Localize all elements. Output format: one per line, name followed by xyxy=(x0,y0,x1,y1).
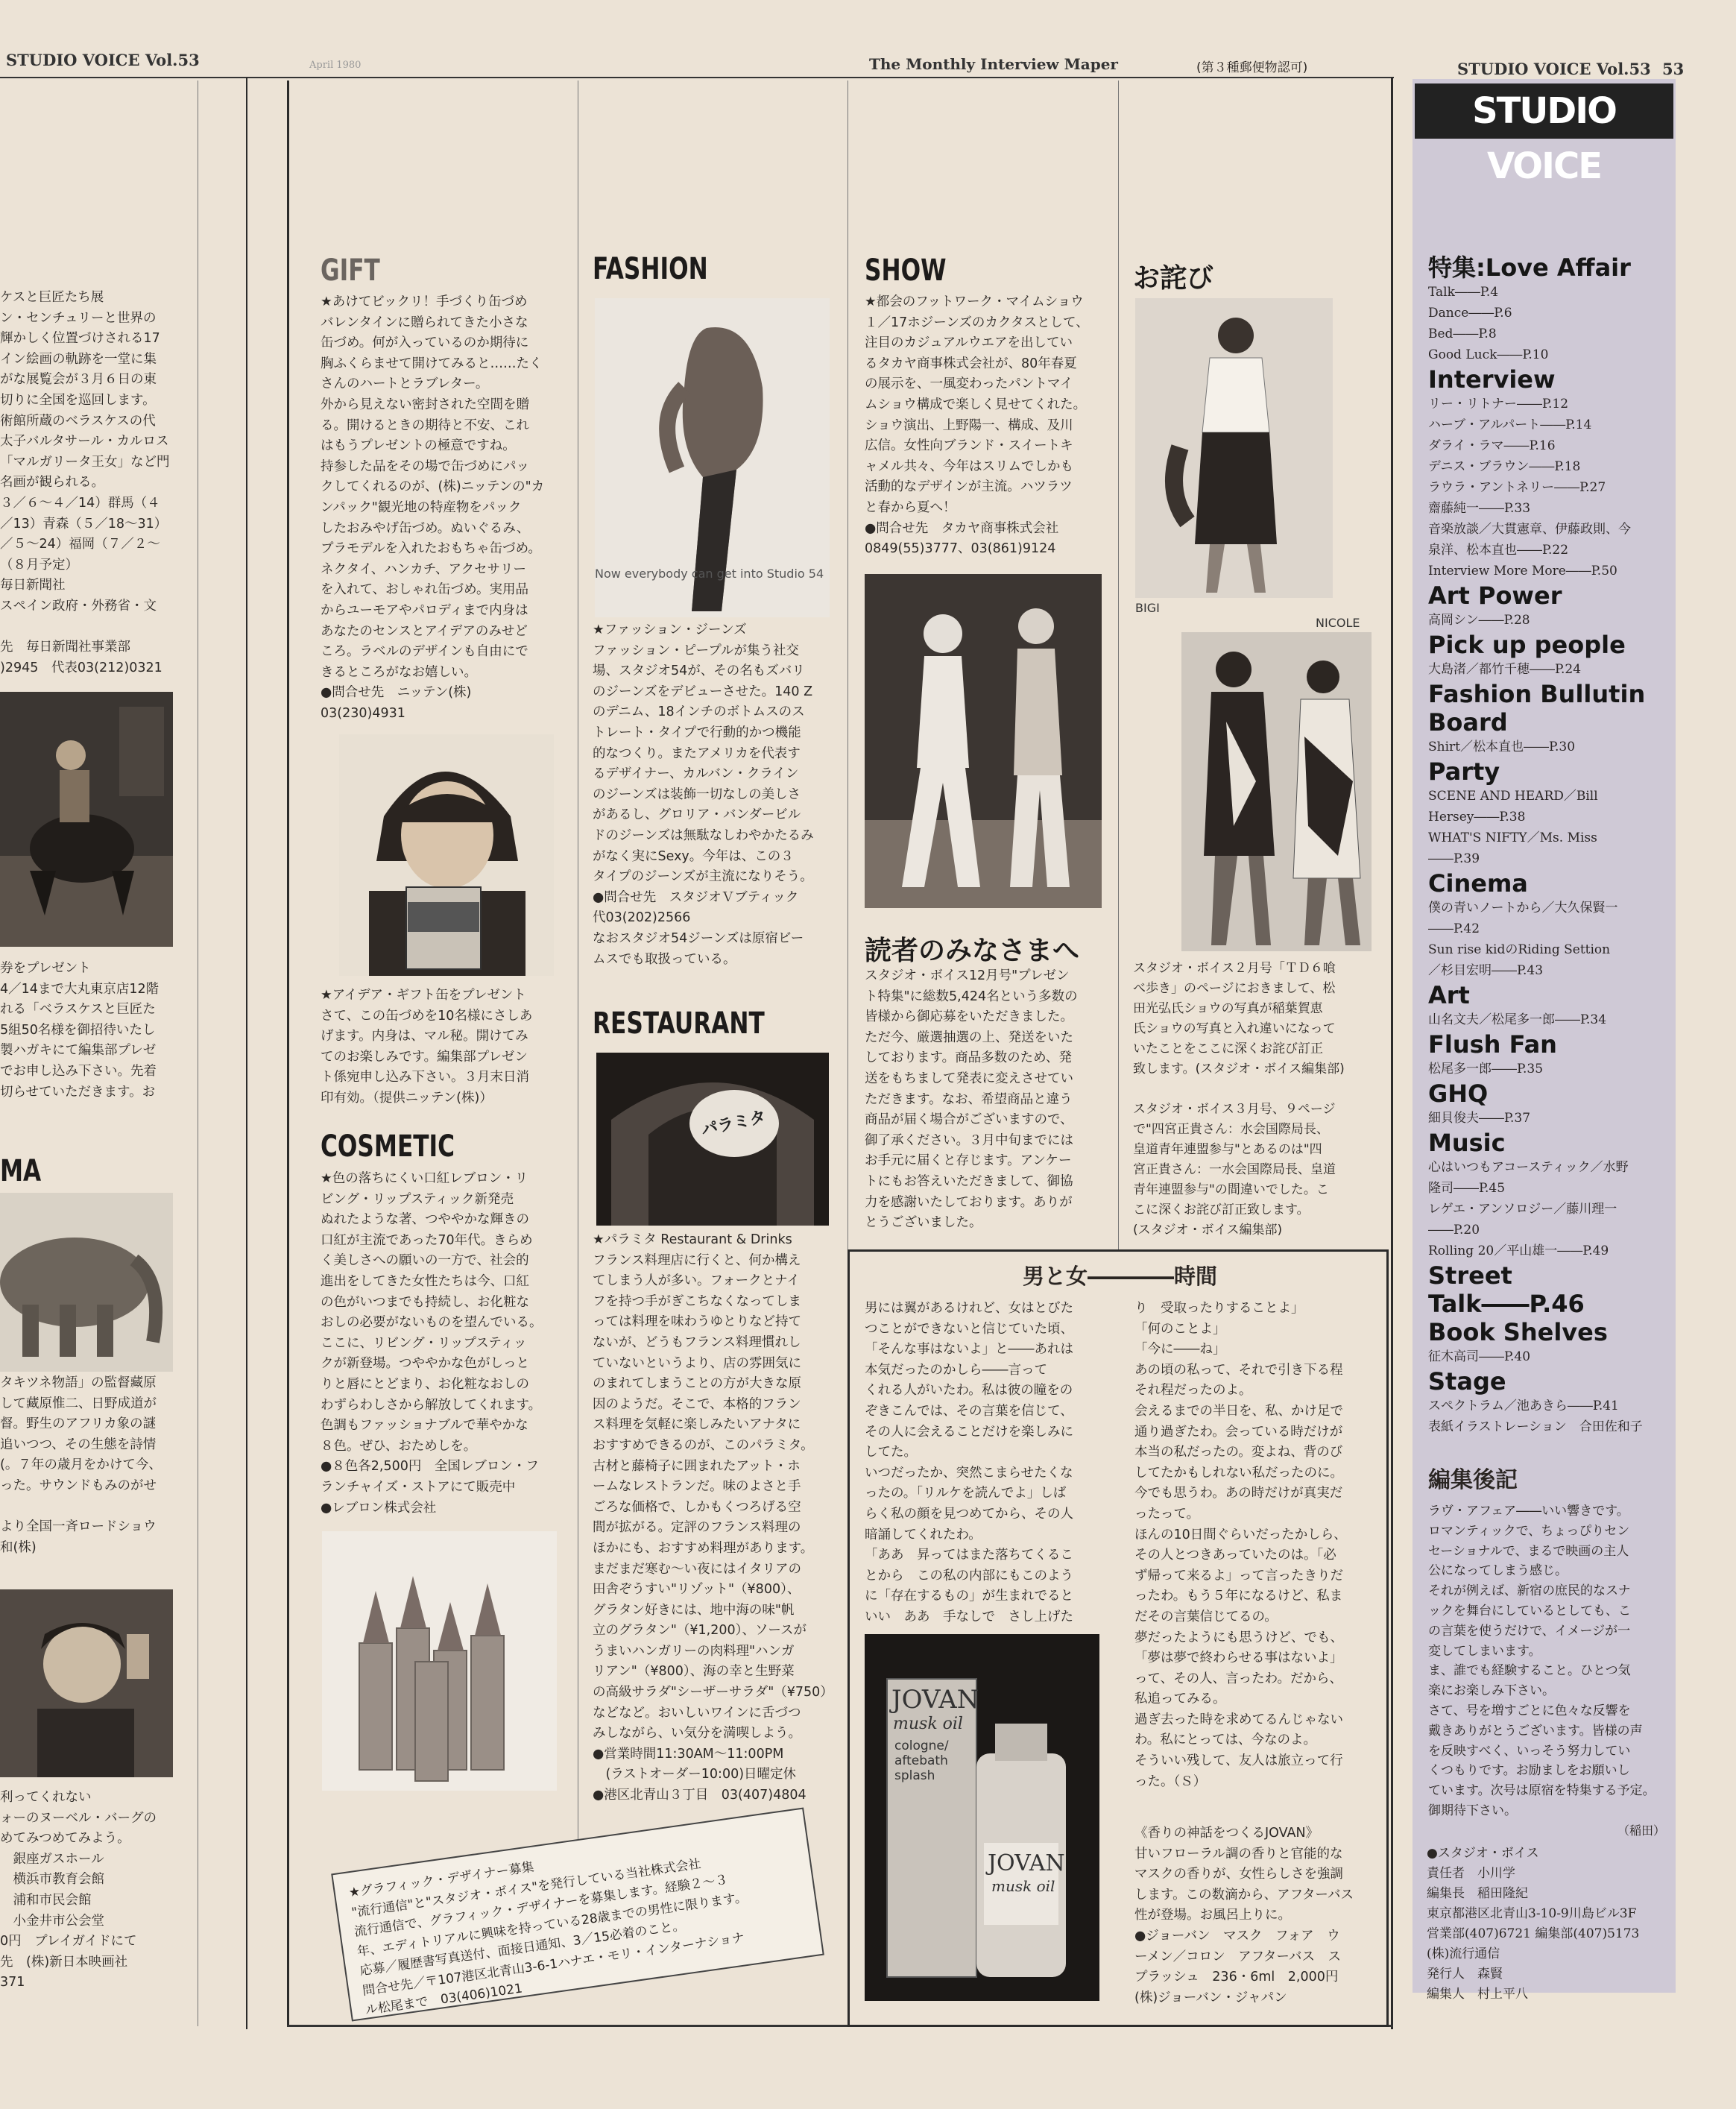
toc-entry: 僕の青いノートから／大久保賢一 xyxy=(1428,901,1618,915)
nicole-fashion-photo xyxy=(1181,632,1372,951)
toc-entry: 征木高司――P.40 xyxy=(1428,1349,1531,1364)
apology-heading: お詫び xyxy=(1133,263,1214,294)
issue-date: April 1980 xyxy=(309,60,362,71)
toc-entry: 隆司――P.45 xyxy=(1428,1181,1506,1196)
left-page-text-mid: 券をプレゼント 4／14まで大丸東京店12階 れる「ベラスケスと巨匠た 5組50名様を御招待いたし 製ハガキにて編集部プレゼ でお申し込み下さい。先着 切らせていただきます。お xyxy=(0,961,160,1100)
jovan-box-text: cologne/ aftebath splash xyxy=(894,1738,949,1783)
lipstick-photo xyxy=(322,1531,557,1791)
left-page-heading-ma: MA xyxy=(0,1154,42,1188)
toc-entry: デニス・ブラウン――P.18 xyxy=(1428,459,1581,474)
toc-section: Flush Fan xyxy=(1428,1030,1557,1059)
toc-entry: Interview More More――P.50 xyxy=(1428,564,1617,579)
toc-entry: リー・リトナー――P.12 xyxy=(1428,397,1569,412)
center-running-title: The Monthly Interview Maper xyxy=(869,55,1118,73)
toc-section: Art Power xyxy=(1428,581,1562,610)
toc-entry: ――P.42 xyxy=(1428,921,1480,936)
toc-section: Music xyxy=(1428,1129,1506,1157)
frame-right-rule xyxy=(1391,78,1393,2029)
page-number: 53 xyxy=(1662,60,1685,78)
toc-entry: ハーブ・アルパート――P.14 xyxy=(1428,417,1592,432)
cosmetic-heading: COSMETIC xyxy=(321,1129,455,1164)
restaurant-heading: RESTAURANT xyxy=(593,1006,765,1041)
mime-show-photo xyxy=(865,574,1102,908)
left-page-gutter-rule xyxy=(246,78,247,2029)
toc-entry: Good Luck――P.10 xyxy=(1428,347,1549,362)
table-of-contents xyxy=(1428,253,1667,1437)
toc-entry: 心はいつもアコースティック／水野 xyxy=(1428,1160,1629,1175)
essay-col2: り 受取ったりすることよ」 「何のことよ」 「今に――ね」 あの頃の私って、それで引き下る程 それ程だったのよ。 会えるまでの半日を、私、かけ足で 通り過ぎたわ。会っている時だけが 本当の私だったの。変よね、背のび してたかもしれない私だったのに。 今でも思うわ。あの時だけが真実だ ったって。 ほんの10日間ぐらいだったかしら、 その人とつきあっていたのは。「必 ず帰って来るよ」って言ったきりだ ったわ。もう５年になるけど、私ま だその言葉信じてるの。 夢だったようにも思うけど、でも、 「夢は夢で終わらせる事はないよ」 って、その人、言ったわ。だから、 私追ってみる。 過ぎ去った時を求めてるんじゃない わ。私にとっては、今なのよ。 そういい残して、友人は旅立って行 った。（Ｓ） xyxy=(1134,1301,1347,1789)
toc-entry: SCENE AND HEARD／Bill xyxy=(1428,789,1598,804)
toc-entry: 高岡シン――P.28 xyxy=(1428,613,1530,628)
restaurant-body: ★パラミタ Restaurant & Drinks フランス料理店に行くと、何か構え てしまう人が多い。フォークとナイ フを持つ手がぎこちなくなってしま っては料理を味わうゆとりなど持て ないが、どうもフランス料理慣れし ていないというより、店の雰囲気に のまれてしまうことの方が大きな原 因のようだ。そこで、本格的フラン ス料理を気軽に楽しみたいアナタに おすすめできるのが、このパラミタ。 古材と藤椅子に囲まれたアット・ホ ームなレストランだ。味のよさと手 ごろな価格で、しかもくつろげる空 間が拡がる。定評のフランス料理の ほかにも、おすすめ料理があります。 まだまだ寒む〜い夜にはイタリアの 田舎ぞうすい"リゾット"（¥800）、 グラタン好きには、地中海の味"帆 立のグラタン"（¥1,200）、ソースが うまいハンガリーの肉料理"ハンガ リアン"（¥800）、海の幸と生野菜 の高級サラダ"シーザーサラダ"（¥750） などなど。おいしいワインに舌づつ みしながら、い気分を満喫しよう。 ●営業時間11:30AM～11:00PM (ラストオーダー10:00)日曜定休 ●港区北青山３丁目 03(407)4804 xyxy=(593,1232,833,1803)
toc-entry: 細貝俊夫――P.37 xyxy=(1428,1111,1531,1126)
nicole-caption: NICOLE xyxy=(1316,616,1360,630)
right-running-header: STUDIO VOICE Vol.53 xyxy=(1457,60,1651,78)
toc-entry: Bed――P.8 xyxy=(1428,327,1497,341)
fashion-heading: FASHION xyxy=(593,252,708,286)
gift-heading: GIFT xyxy=(321,253,380,288)
paramita-restaurant-photo xyxy=(596,1053,829,1226)
toc-entry: 泉洋、松本直也――P.22 xyxy=(1428,543,1569,558)
postscript-text: ラヴ・アフェア――いい響きです。 ロマンティックで、ちょっぴりセン セーショナルで、まるで映画の主人 公になってしまう感じ。 それが例えば、新宿の庶民的なスナ ックを舞台にしているとしても、こ の言葉を使うだけで、イメージが一 変してしまいます。 ま、誰でも経験すること。ひとつ気 楽にお楽しみ下さい。 さて、号を増すごとに色々な反響を 戴きありがとうございます。皆様の声 を反映すべく、いっそう努力してい くつもりです。お励ましをお願いし ています。次号は原宿を特集する予定。 御期待下さい。 xyxy=(1428,1504,1655,1818)
toc-section: GHQ xyxy=(1428,1079,1489,1108)
show-heading: SHOW xyxy=(865,253,947,288)
toc-entry: ダライ・ラマ――P.16 xyxy=(1428,438,1556,453)
toc-section: Fashion Bullutin Board xyxy=(1428,680,1646,737)
toc-entry: ／杉目宏明――P.43 xyxy=(1428,963,1544,978)
boy-portrait-photo xyxy=(0,1589,173,1777)
toc-entry: ――P.39 xyxy=(1428,851,1480,866)
toc-entry: ――P.20 xyxy=(1428,1223,1480,1238)
toc-section: Pick up people xyxy=(1428,631,1626,659)
jovan-bottle-sub: musk oil xyxy=(991,1877,1055,1895)
toc-entry: Shirt／松本直也――P.30 xyxy=(1428,740,1576,754)
toc-entry: 山名文夫／松尾多一郎――P.34 xyxy=(1428,1012,1607,1027)
toc-entry: 表紙イラストレーション 合田佐和子 xyxy=(1428,1419,1643,1434)
studio-voice-logo: STUDIO VOICE xyxy=(1415,83,1673,139)
left-page-text-top: ケスと巨匠たち展 ン・センチュリーと世界の 輝かしく位置づけされる17 イン絵画の軌跡を一堂に集 がな展覧会が３月６日の東 切りに全国を巡回します。 術館所蔵のベラスケスの代 太子バルタサール・カルロス 「マルガリータ王女」など門 名画が観られる。 ３／６～４／14）群馬（４ ／13）青森（５／18～31） ／５～24）福岡（７／２～ （８月予定） 毎日新聞社 スペイン政府・外務省・文 先 毎日新聞社事業部 )2945 代表03(212)0321 xyxy=(0,290,170,675)
postscript-signature: （稲田） xyxy=(1617,1823,1665,1838)
toc-entry: 大島渚／都竹千穂――P.24 xyxy=(1428,662,1582,677)
paramita-sign-text: パラミタ xyxy=(699,1108,768,1140)
toc-entry: Dance――P.6 xyxy=(1428,306,1512,321)
girl-with-can-photo xyxy=(339,734,554,976)
left-page-text-ma: タキツネ物語」の監督藏原 して藏原惟二、日野成道が 督。野生のアフリカ象の謎 追いつつ、その生態を詩情 (。７年の歳月をかけて今、 った。サウンドもみのがせ より全国一斉ロードショウ 和(株) xyxy=(0,1375,162,1555)
header-rule xyxy=(0,77,1394,78)
bigi-fashion-photo xyxy=(1135,298,1333,598)
gift-body: ★あけてビックリ！手づくり缶づめ バレンタインに贈られてきた小さな 缶づめ。何が入っているのか期待に 胸ふくらませて開けてみると……たく さんのハートとラブレター。 外から見えない密封された空間を贈 る。開けるときの期待と不安、これ はもうプレゼントの極意ですね。 持参した品をその場で缶づめにパッ クしてくれるのが、(株)ニッテンの"カ ンパック"観光地の特産物をパック したおみやげ缶づめ。ぬいぐるみ、 プラモデルを入れたおもちゃ缶づめ。 ネクタイ、ハンカチ、アクセサリー を入れて、おしゃれ缶づめ。実用品 からユーモアやパロディまで内身は あなたのセンスとアイデアのみせど ころ。ラベルのデザインも自由にで きるところがなお嬉しい。 ●問合せ先 ニッテン(株) 03(230)4931 xyxy=(321,294,545,721)
toc-section: Book Shelves xyxy=(1428,1318,1608,1346)
toc-entry: スペクトラム／池あきら――P.41 xyxy=(1428,1399,1619,1413)
toc-entry: Hersey――P.38 xyxy=(1428,810,1526,825)
cosmetic-body: ★色の落ちにくい口紅レブロン・リ ビング・リップスティック新発売 ぬれたような著、つややかな輝きの 口紅が主流であった70年代。きらめ く美しさへの願いの一方で、社会的 進出をしてきた女性たちは今、口紅 の色がいつまでも持続し、お化粧な おしの必要がないものを望んでいる。 ここに、リビング・リップスティッ クが新登場。つややかな色がしっと りと唇にとどまり、お化粧なおしの わずらわしさから解放してくれます。 色調もファッショナブルで華やかな ８色。ぜひ、おためしを。 ●８色各2,500円 全国レブロン・フ ランチャイズ・ストアにて販売中 ●レブロン株式会社 xyxy=(321,1171,543,1516)
toc-entry: レゲエ・アンソロジー／藤川理一 xyxy=(1428,1202,1617,1217)
postscript-title: 編集後記 xyxy=(1428,1467,1518,1493)
toc-entry: WHAT'S NIFTY／Ms. Miss xyxy=(1428,830,1597,845)
studio54-jeans-ad xyxy=(595,298,830,617)
gift-present-body: ★アイデア・ギフト缶をプレゼント さて、この缶づめを10名様にさしあ げます。内身は、マル秘。開けてみ てのお楽しみです。編集部プレゼン ト係宛申し込み下さい。３月末日消 印有効。（提供ニッテン(株)） xyxy=(321,988,533,1106)
velazquez-painting-photo xyxy=(0,692,173,947)
jovan-box-sub: musk oil xyxy=(893,1715,963,1733)
toc-section: Interview xyxy=(1428,365,1556,394)
toc-section: Party xyxy=(1428,757,1500,786)
toc-section: Stage xyxy=(1428,1367,1506,1396)
jovan-bottle-photo xyxy=(865,1634,1099,2001)
staff-credits: ●スタジオ・ボイス 責任者 小川学 編集長 稲田隆紀 東京都港区北青山3-10-9川島ビル3F 営業部(407)6721 編集部(407)5173 (株)流行通信 発行人 森賢 編集人 村上平八 xyxy=(1427,1846,1640,2002)
elephant-photo xyxy=(0,1193,173,1372)
readers-body: スタジオ・ボイス12月号"プレゼン ト特集"に総数5,424名という多数の 皆様から御応募をいただきました。 ただ今、厳選抽選の上、発送をいた しております。商品多数のため、発 送をもちまして発表に変えさせてい ただきます。なお、希望商品と違う 商品が届く場合がございますので、 御了承ください。３月中旬までには お手元に届くと存じます。アンケー トにもお答えいただきまして、御協 力を感謝いたしております。ありが とうございました。 xyxy=(865,968,1078,1231)
toc-entry: 松尾多一郎――P.35 xyxy=(1428,1062,1544,1076)
jovan-bottle-brand: JOVAN xyxy=(988,1850,1065,1876)
essay-heading: 男と女――――時間 xyxy=(1023,1264,1218,1289)
left-running-header: STUDIO VOICE Vol.53 xyxy=(6,51,200,69)
toc-entry: Sun rise kidのRiding Settion xyxy=(1428,942,1611,957)
column-rule-3 xyxy=(1118,81,1119,1251)
toc-section: Street Talk――P.46 xyxy=(1428,1261,1585,1318)
bigi-caption: BIGI xyxy=(1135,601,1160,615)
apology-body: スタジオ・ボイス２月号「ＴＤ６喰 べ歩き」のページにおきまして、松 田光弘氏ショウの写真が稲葉賀恵 氏ショウの写真と入れ違いになって いたことをここに深くお詫び訂正 致します。(スタジオ・ボイス編集部) スタジオ・ボイス３月号、９ページ で"四宮正貴さん：水会国際局長、 皇道青年連盟参与"とあるのは"四 宮正貴さん：一水会国際局長、皇道 青年連盟参与"の間違いでした。こ こに深くお詫び訂正致します。 (スタジオ・ボイス編集部) xyxy=(1133,961,1345,1238)
postal-note: (第３種郵便物認可) xyxy=(1196,60,1308,75)
jovan-caption: 《香りの神話をつくるJOVAN》 甘いフローラル調の香りと官能的な マスクの香りが、女性らしさを強調 します。この数滴から、アフターバス 性が登場。お風呂上りに。 ●ジョーバン マスク フォア ウ ーメン／コロン アフターバス ス プラッシュ 236・6ml 2,000円 (株)ジョーバン・ジャパン xyxy=(1134,1826,1354,2005)
toc-entry: Talk――P.4 xyxy=(1428,285,1499,300)
toc-section: Art xyxy=(1428,981,1470,1009)
toc-entry: 音楽放談／大貫憲章、伊藤政則、今 xyxy=(1428,522,1631,537)
toc-entry: ラウラ・アントネリー――P.27 xyxy=(1428,480,1606,495)
readers-heading: 読者のみなさまへ xyxy=(865,936,1080,966)
show-body: ★都会のフットワーク・マイムショウ １／17ホジーンズのカクタスとして、 注目のカジュアルウエアを出してい るタカヤ商事株式会社が、80年春夏 の展示を、一風変わったパントマイ ムショウ構成で楽しく見せてくれた。 ショウ演出、上野陽一、構成、及川 広信。女性向ブランド・スイートキ ャメル共々、今年はスリムでしかも 活動的なデザインが主流。ハツラツ と春から夏へ！ ●問合せ先 タカヤ商事株式会社 0849(55)3777、03(861)9124 xyxy=(865,294,1089,557)
essay-col1: 男には翼があるけれど、女はとびた つことができないと信じていた頃、 「そんな事はないよ」と――あれは 本気だったのかしら――言って くれる人がいたわ。私は彼の瞳をの ぞきこんでは、その言葉を信じて、 その人に会えることだけを楽しみに してた。 いつだったか、突然こまらせたくな ったの。「リルケを読んでよ」しば らく私の顔を見つめてから、その人 暗誦してくれたわ。 「ああ 昇ってはまた落ちてくるこ とから この私の内部にもこのよう に「存在するもの」が生まれでると いい ああ 手なしで さし上げた xyxy=(865,1301,1073,1624)
frame-left-rule xyxy=(287,81,289,2026)
toc-section: 特集:Love Affair xyxy=(1428,253,1631,282)
left-page-text-bottom: 利ってくれない ォーのヌーベル・バーグの めてみつめてみよう。 銀座ガスホール 横浜市教育会館 浦和市民会館 小金井市公会堂 0円 プレイガイドにて 先 (株)新日本映画社 371 xyxy=(0,1790,157,1990)
fashion-body: ★ファッション・ジーンズ ファッション・ピープルが集う社交 場、スタジオ54が、その名もズバリ のジーンズをデビューさせた。140 Z のデニム、18インチのボトムスのス トレート・タイプで行動的かつ機能 的なつくり。またアメリカを代表す るデザイナー、カルバン・クライン のジーンズは装飾一切なしの美しさ があるし、グロリア・バンダービル ドのジーンズは無駄なしわやかたるみ がなく実にSexy。今年は、この３ タイプのジーンズが主流になりそう。 ●問合せ先 スタジオＶブティック 代03(202)2566 なおスタジオ54ジーンズは原宿ビー ムスでも取扱っている。 xyxy=(593,622,814,967)
studio54-ad-text: Now everybody can get into Studio 54 xyxy=(595,567,824,581)
toc-section: Cinema xyxy=(1428,869,1528,898)
designer-recruitment-notice: ★グラフィック・デザイナー募集 "流行通信"と"スタジオ・ボイス"を発行している当社株式会社 流行通信で、グラフィック・デザイナーを募集します。経験２～３ 年、エディトリアルに興味を持っている28歳までの男性に限ります。 応募／履歴書写真送付、面接日通知、3／15必着のこと。 問合せ先／〒107港区北青山3-6-1ハナエ・モリ・インターナショナ ル松尾まで 03(406)1021 xyxy=(331,1807,824,2021)
jovan-box-brand: JOVAN xyxy=(891,1685,979,1715)
editors-postscript xyxy=(1428,1461,1665,1838)
toc-entry: Rolling 20／平山雄一――P.49 xyxy=(1428,1243,1609,1258)
toc-entry: 齋藤純一――P.33 xyxy=(1428,501,1531,516)
